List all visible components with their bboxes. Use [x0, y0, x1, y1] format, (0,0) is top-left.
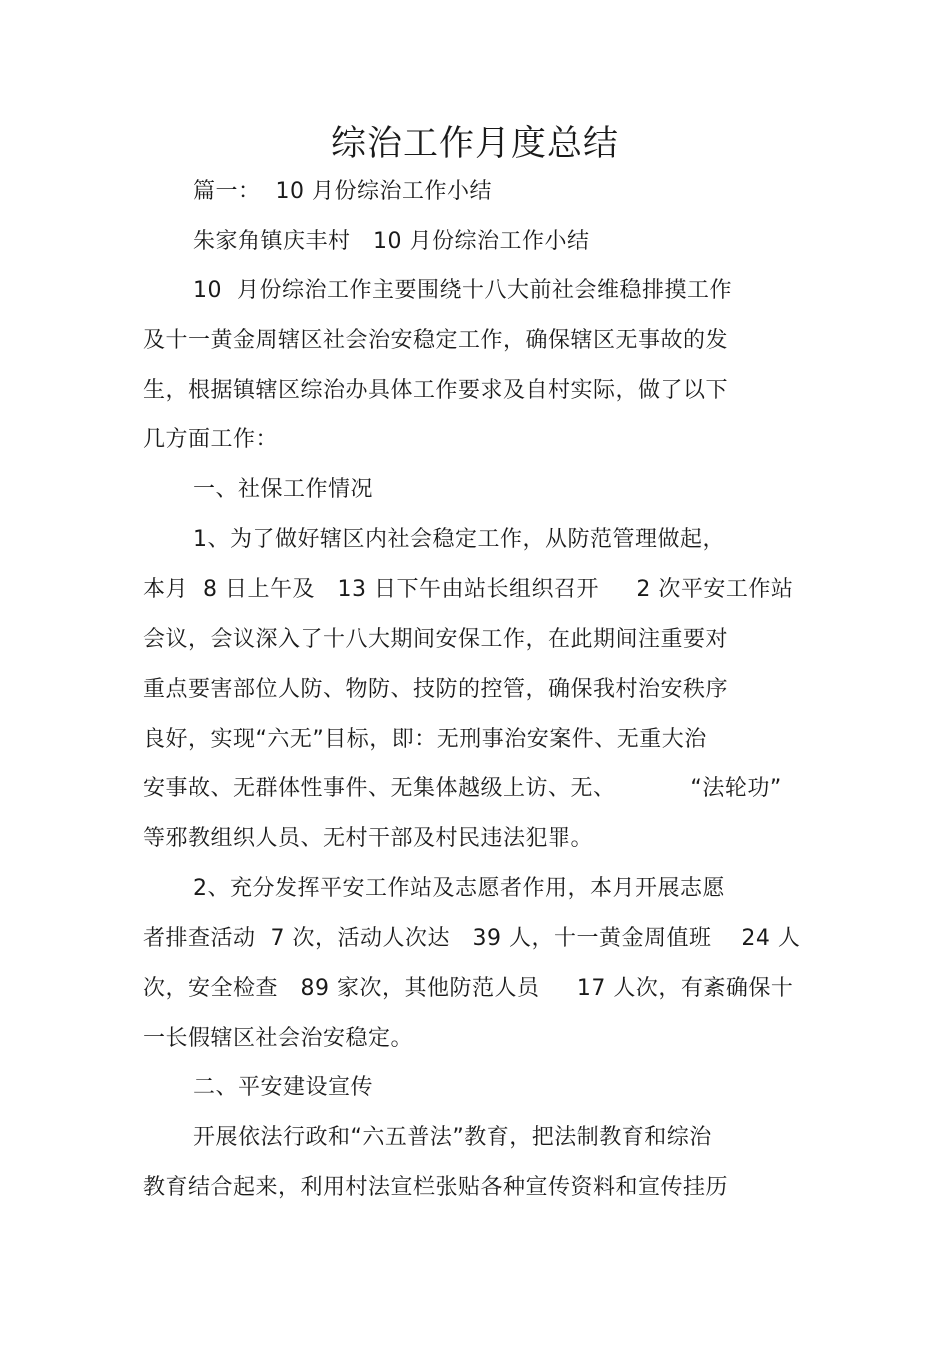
text-line: 1、为了做好辖区内社会稳定工作，从防范管理做起，: [193, 527, 725, 552]
text-line: 次，安全检查 89 家次，其他防范人员 17 人次，有紊确保十: [143, 976, 794, 1001]
text-line: 篇一： 10 月份综治工作小结: [193, 179, 492, 204]
text-line: 朱家角镇庆丰村 10 月份综治工作小结: [193, 229, 590, 254]
text-line: 安事故、无群体性事件、无集体越级上访、无、 “法轮功”: [143, 776, 782, 801]
text-line: 等邪教组织人员、无村干部及村民违法犯罪。: [143, 826, 594, 851]
text-line: 开展依法行政和“六五普法”教育，把法制教育和综治: [193, 1125, 712, 1150]
text-line: 一长假辖区社会治安稳定。: [143, 1026, 414, 1051]
text-line: 生，根据镇辖区综治办具体工作要求及自村实际，做了以下: [143, 378, 729, 403]
text-line: 者排查活动 7 次，活动人次达 39 人，十一黄金周值班 24 人: [143, 926, 801, 951]
text-line: 本月 8 日上午及 13 日下午由站长组织召开 2 次平安工作站: [143, 577, 794, 602]
text-line: 重点要害部位人防、物防、技防的控管，确保我村治安秩序: [143, 677, 729, 702]
text-line: 会议，会议深入了十八大期间安保工作，在此期间注重要对: [143, 627, 729, 652]
text-line: 良好，实现“六无”目标，即：无刑事治安案件、无重大治: [143, 727, 707, 752]
text-line: 几方面工作：: [143, 427, 279, 452]
text-line: 2、充分发挥平安工作站及志愿者作用，本月开展志愿: [193, 876, 725, 901]
text-line: 10 月份综治工作主要围绕十八大前社会维稳排摸工作: [193, 278, 732, 303]
text-line: 教育结合起来，利用村法宣栏张贴各种宣传资料和宣传挂历: [143, 1175, 729, 1200]
text-line: 一、社保工作情况: [193, 477, 374, 502]
text-line: 二、平安建设宣传: [193, 1075, 374, 1100]
text-line: 及十一黄金周辖区社会治安稳定工作，确保辖区无事故的发: [143, 328, 729, 353]
document-title: 综治工作月度总结: [330, 124, 619, 164]
